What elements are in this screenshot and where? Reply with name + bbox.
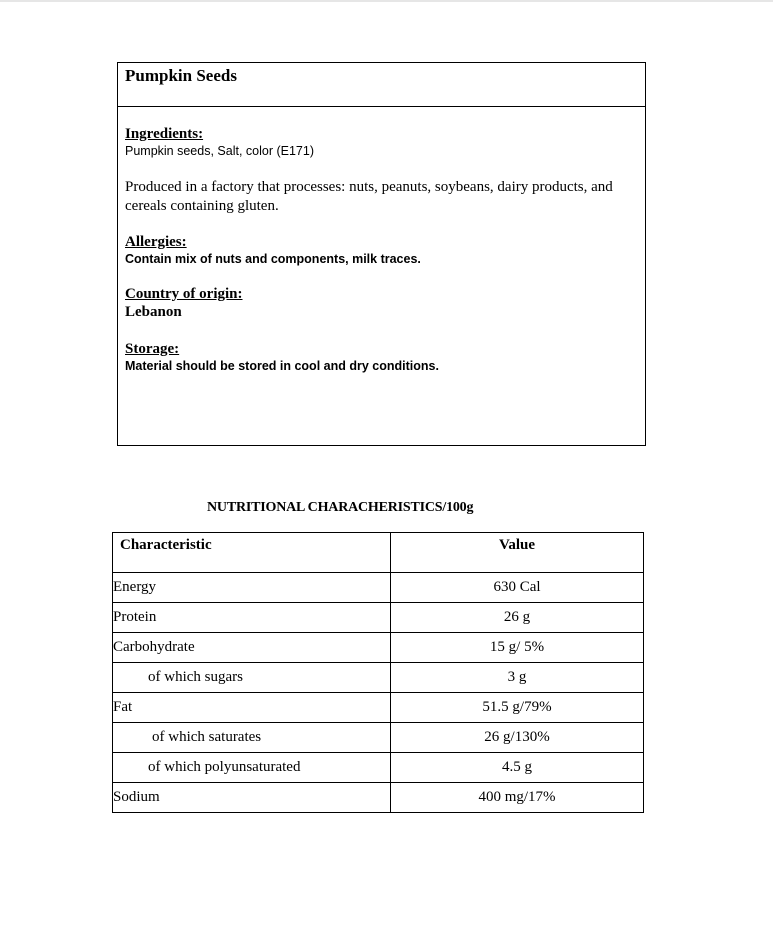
row-name: Protein <box>113 603 391 633</box>
table-row <box>113 603 644 633</box>
table-row <box>113 663 644 693</box>
top-border-line <box>0 0 773 2</box>
factory-note-section <box>125 178 630 216</box>
nutrition-table <box>112 532 644 813</box>
ingredients-section <box>125 126 630 160</box>
row-value: 3 g <box>391 663 644 693</box>
origin-heading: Country of origin: <box>125 286 243 302</box>
row-value: 4.5 g <box>391 753 644 783</box>
row-value: 26 g <box>391 603 644 633</box>
allergies-heading: Allergies: <box>125 234 187 250</box>
table-row <box>113 783 644 813</box>
allergies-section <box>125 234 630 268</box>
table-row <box>113 723 644 753</box>
ingredients-heading: Ingredients: <box>125 126 204 142</box>
row-name: of which saturates <box>113 723 391 753</box>
storage-text: Material should be stored in cool and dry conditions. <box>125 359 439 373</box>
table-row <box>113 633 644 663</box>
row-value: 15 g/ 5% <box>391 633 644 663</box>
row-value: 26 g/130% <box>391 723 644 753</box>
table-header-row <box>113 533 644 573</box>
nutrition-title: NUTRITIONAL CHARACHERISTICS/100g <box>207 500 474 515</box>
row-name: Sodium <box>113 783 391 813</box>
product-title-cell <box>118 63 645 107</box>
header-characteristic: Characteristic <box>113 533 391 573</box>
row-value: 400 mg/17% <box>391 783 644 813</box>
product-title: Pumpkin Seeds <box>125 66 237 85</box>
product-info-box <box>117 62 646 446</box>
row-name: Energy <box>113 573 391 603</box>
row-name: Fat <box>113 693 391 723</box>
row-name: of which sugars <box>113 663 391 693</box>
row-name: of which polyunsaturated <box>113 753 391 783</box>
row-value: 630 Cal <box>391 573 644 603</box>
table-row <box>113 693 644 723</box>
ingredients-text: Pumpkin seeds, Salt, color (E171) <box>125 144 314 158</box>
row-name: Carbohydrate <box>113 633 391 663</box>
origin-text: Lebanon <box>125 304 182 320</box>
origin-section <box>125 286 630 321</box>
table-row <box>113 573 644 603</box>
storage-section <box>125 341 630 375</box>
row-value: 51.5 g/79% <box>391 693 644 723</box>
header-value: Value <box>391 533 644 573</box>
table-row <box>113 753 644 783</box>
product-details-cell <box>118 107 645 445</box>
allergies-text: Contain mix of nuts and components, milk traces. <box>125 252 421 266</box>
factory-note-text: Produced in a factory that processes: nuts, peanuts, soybeans, dairy products, and cereals containing gluten. <box>125 179 613 214</box>
storage-heading: Storage: <box>125 341 180 357</box>
